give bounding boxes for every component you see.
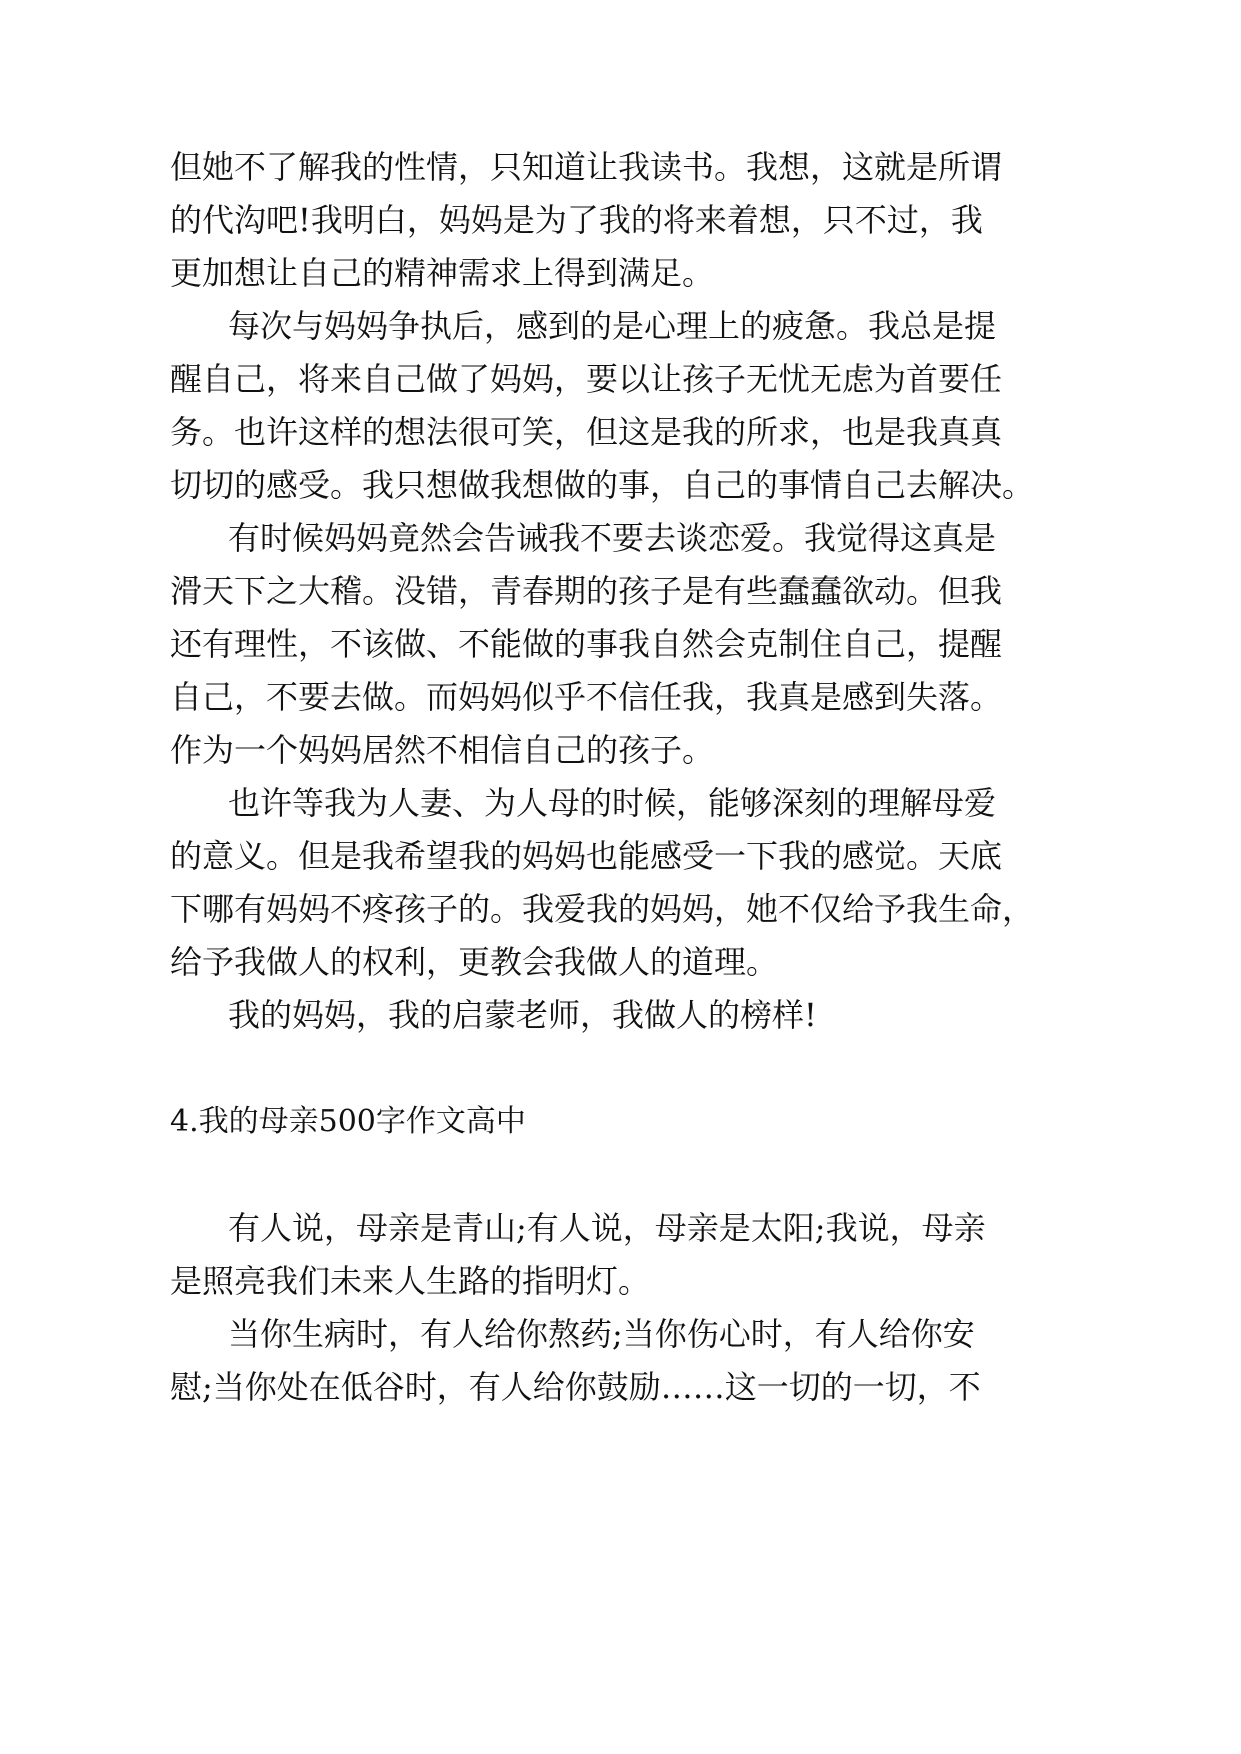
paragraph-2-line-4: 切切的感受。我只想做我想做的事，自己的事情自己去解决。 bbox=[170, 466, 1035, 504]
paragraph-4-line-4: 给予我做人的权利，更教会我做人的道理。 bbox=[170, 943, 779, 981]
paragraph-1-line-2: 的代沟吧!我明白，妈妈是为了我的将来着想，只不过，我 bbox=[170, 201, 983, 239]
paragraph-2-line-1: 每次与妈妈争执后，感到的是心理上的疲惫。我总是提 bbox=[228, 307, 997, 345]
paragraph-3-line-2: 滑天下之大稽。没错，青春期的孩子是有些蠢蠢欲动。但我 bbox=[170, 572, 1003, 610]
paragraph-3-line-4: 自己，不要去做。而妈妈似乎不信任我，我真是感到失落。 bbox=[170, 678, 1003, 716]
paragraph-1-line-3: 更加想让自己的精神需求上得到满足。 bbox=[170, 254, 715, 292]
paragraph-3-line-3: 还有理性，不该做、不能做的事我自然会克制住自己，提醒 bbox=[170, 625, 1003, 663]
paragraph-4-line-2: 的意义。但是我希望我的妈妈也能感受一下我的感觉。天底 bbox=[170, 837, 1003, 875]
section-heading: 4.我的母亲500字作文高中 bbox=[170, 1104, 526, 1139]
section-paragraph-1-line-2: 是照亮我们未来人生路的指明灯。 bbox=[170, 1262, 651, 1300]
paragraph-3-line-1: 有时候妈妈竟然会告诫我不要去谈恋爱。我觉得这真是 bbox=[228, 519, 997, 557]
section-paragraph-2-line-1: 当你生病时，有人给你熬药;当你伤心时，有人给你安 bbox=[228, 1315, 975, 1353]
paragraph-3-line-5: 作为一个妈妈居然不相信自己的孩子。 bbox=[170, 731, 715, 769]
paragraph-4-line-1: 也许等我为人妻、为人母的时候，能够深刻的理解母爱 bbox=[228, 784, 997, 822]
paragraph-2-line-2: 醒自己，将来自己做了妈妈，要以让孩子无忧无虑为首要任 bbox=[170, 360, 1003, 398]
paragraph-5-line-1: 我的妈妈，我的启蒙老师，我做人的榜样! bbox=[228, 996, 817, 1034]
paragraph-4-line-3: 下哪有妈妈不疼孩子的。我爱我的妈妈，她不仅给予我生命， bbox=[170, 890, 1035, 928]
paragraph-1-line-1: 但她不了解我的性情，只知道让我读书。我想，这就是所谓 bbox=[170, 148, 1003, 186]
paragraph-2-line-3: 务。也许这样的想法很可笑，但这是我的所求，也是我真真 bbox=[170, 413, 1003, 451]
section-paragraph-1-line-1: 有人说，母亲是青山;有人说，母亲是太阳;我说，母亲 bbox=[228, 1209, 986, 1247]
section-paragraph-2-line-2: 慰;当你处在低谷时，有人给你鼓励……这一切的一切，不 bbox=[170, 1368, 981, 1406]
